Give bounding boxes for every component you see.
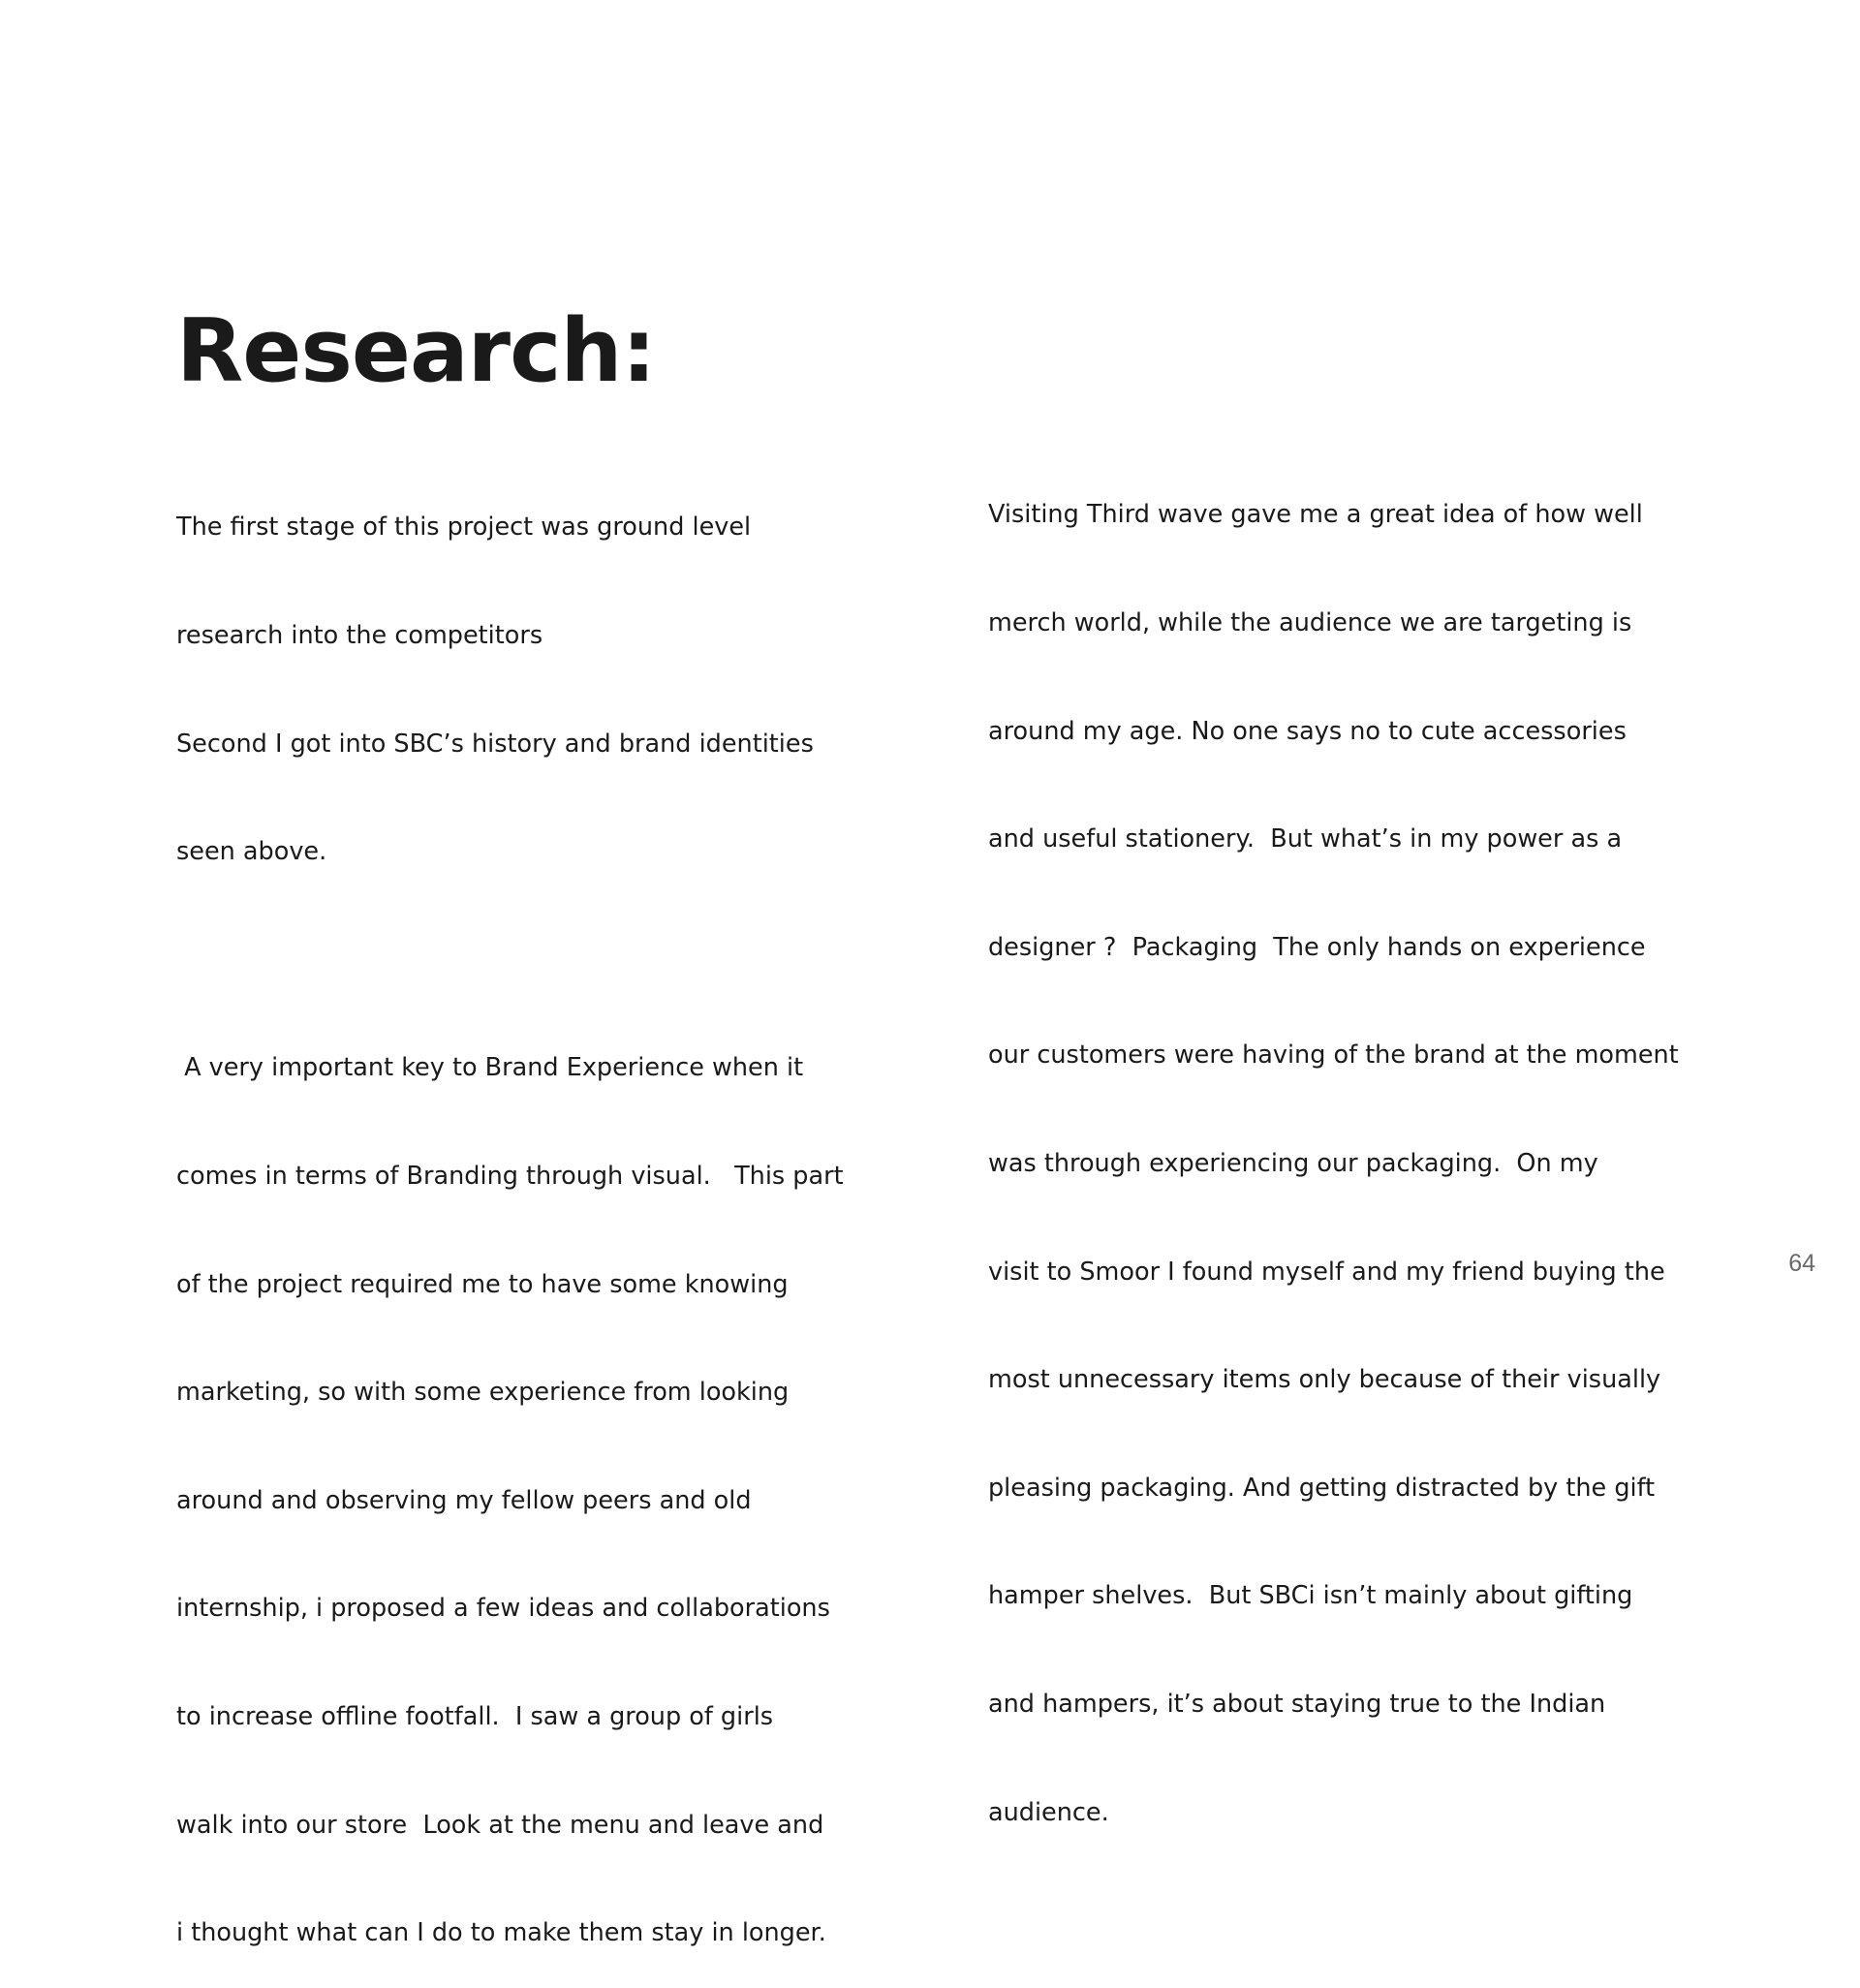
text-line: internship, i proposed a few ideas and collaborations [176, 1594, 830, 1624]
text-line: The first stage of this project was ground level [176, 513, 752, 543]
text-line: our customers were having of the brand at the moment [988, 1041, 1679, 1071]
text-line: around and observing my fellow peers and old [176, 1485, 752, 1515]
text-line: seen above. [176, 837, 327, 867]
text-line: and hampers, it’s about staying true to the Indian [988, 1689, 1606, 1719]
right-column-text [988, 425, 1679, 1867]
text-line: pleasing packaging. And getting distracted by the gift [988, 1473, 1656, 1503]
text-line: of the project required me to have some knowing [176, 1269, 789, 1299]
text-line: visit to Smoor I found myself and my friend buying the [988, 1257, 1665, 1287]
text-line: i thought what can I do to make them stay in longer. [176, 1918, 826, 1948]
text-line: comes in terms of Branding through visual. This part [176, 1161, 844, 1191]
text-line: hamper shelves. But SBCi isn’t mainly about gifting [988, 1581, 1633, 1611]
text-line: around my age. No one says no to cute accessories [988, 716, 1627, 746]
text-line: Visiting Third wave gave me a great idea of how well [988, 500, 1643, 530]
text-line: designer ? Packaging The only hands on experience [988, 932, 1646, 962]
text-line: walk into our store Look at the menu and leave and [176, 1810, 824, 1840]
text-line: to increase offline footfall. I saw a group of girls [176, 1701, 774, 1731]
text-line: Second I got into SBC’s history and brand identities [176, 729, 814, 759]
text-line: research into the competitors [176, 621, 543, 650]
text-line: most unnecessary items only because of their visually [988, 1365, 1661, 1395]
blank-line [176, 943, 844, 978]
text-line: audience. [988, 1797, 1109, 1827]
left-column-text [176, 438, 844, 1988]
text-line: A very important key to Brand Experience when it [176, 1053, 804, 1083]
page-title: Research: [176, 300, 656, 402]
text-line: merch world, while the audience we are targeting is [988, 608, 1632, 637]
page-number: 64 [1788, 1250, 1815, 1277]
text-line: was through experiencing our packaging. On my [988, 1148, 1598, 1178]
text-line: marketing, so with some experience from looking [176, 1378, 790, 1408]
text-line: and useful stationery. But what’s in my power as a [988, 824, 1623, 854]
